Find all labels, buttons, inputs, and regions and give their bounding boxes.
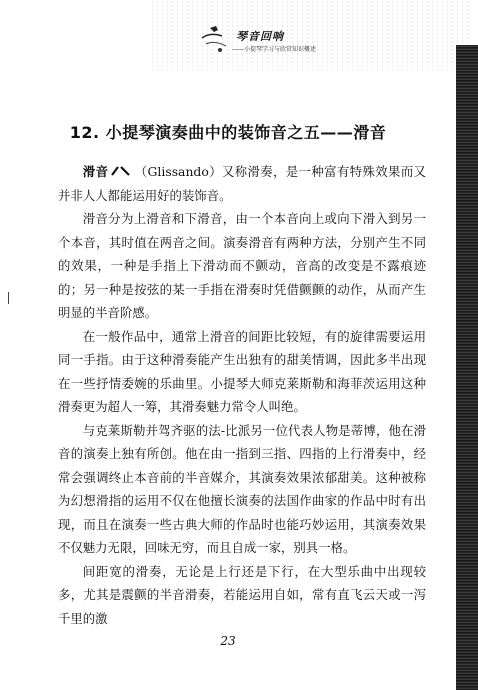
- lead-term: 滑音: [82, 164, 109, 179]
- section-title: 12. 小提琴演奏曲中的装饰音之五——滑音: [69, 123, 387, 142]
- paragraph: 在一般作品中，通常上滑音的间距比较短，有的旋律需要运用同一手指。由于这种滑奏能产生出独有的甜美情调，因此多半出现在一些抒情委婉的乐曲里。小提琴大师克莱斯勒和海菲茨运用这种滑奏更为超人一筹，其滑奏魅力常令人叫绝。: [58, 328, 426, 414]
- logo-title: 琴音回响: [236, 30, 284, 43]
- paragraph: 滑音分为上滑音和下滑音，由一个本音向上或向下滑入到另一个本音，其时值在两音之间。演奏滑音有两种方法，分别产生不同的效果，一种是手指上下滑动而不颤动，音高的改变是不露痕迹的；另一种是按弦的某一手指在滑奏时凭借颤颤的动作，从而产生明显的半音阶感。: [58, 211, 426, 320]
- header-logo: [196, 22, 356, 62]
- logo-subtitle: ——小提琴学习与欣赏知识概述: [232, 46, 317, 53]
- intro-text: （Glissando）又称滑奏，是一种富有特殊效果而又并非人人都能运用好的装饰音。: [58, 164, 426, 203]
- page-number: 23: [220, 634, 236, 648]
- paragraph: 与克莱斯勒并驾齐驱的法-比派另一位代表人物是蒂博，他在滑音的演奏上独有所创。他在由一指到三指、四指的上行滑奏中，经常会强调终止本音前的半音媒介，其演奏效果浓郁甜美。这种被称为幻想滑指的运用不仅在他擅长演奏的法国作曲家的作品中时有出现，而且在演奏一些古典大师的作品时也能巧妙运用，其演奏效果不仅魅力无限，回味无穷，而且自成一家，别具一格。: [58, 422, 426, 555]
- glissando-symbol-icon: [110, 164, 132, 177]
- scan-edge-shadow: [456, 45, 478, 690]
- margin-mark: [8, 292, 9, 304]
- paragraph: 间距宽的滑奏，无论是上行还是下行，在大型乐曲中出现较多，尤其是震颤的半音滑奏，若能运用自如，常有直飞云天或一泻千里的激: [58, 563, 426, 626]
- body-text: [58, 160, 426, 630]
- logo-mark-icon: [196, 24, 236, 58]
- intro-paragraph: [58, 160, 426, 207]
